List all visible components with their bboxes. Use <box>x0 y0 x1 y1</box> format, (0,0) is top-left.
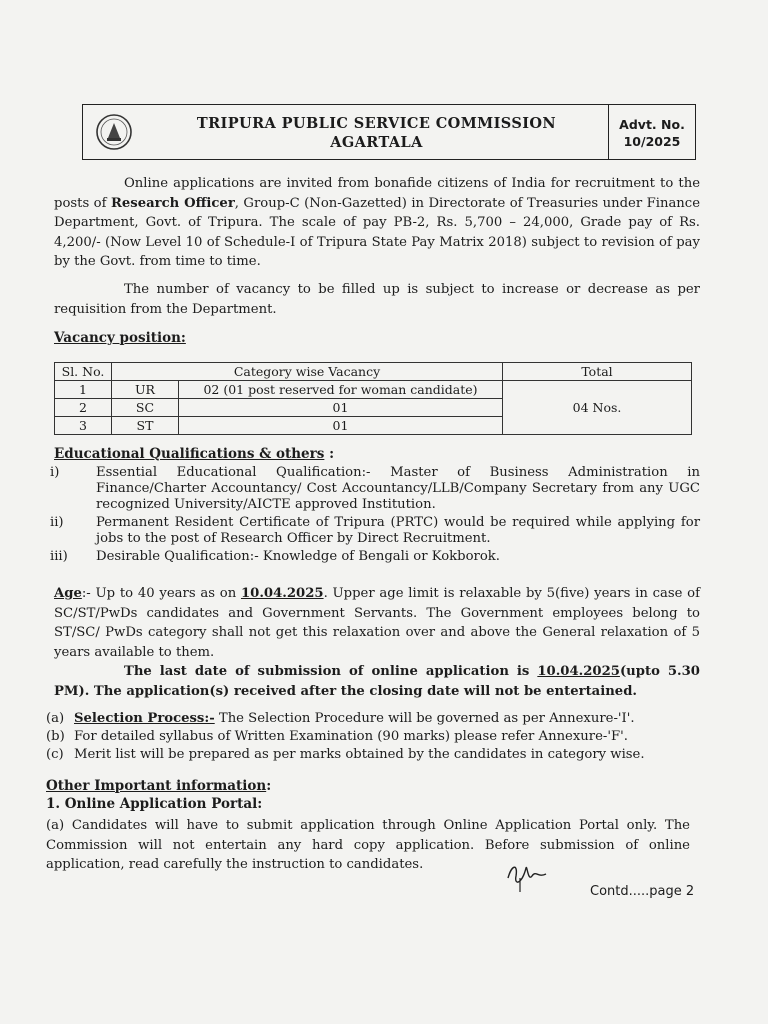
age-text-b: . Upper age limit is relaxable by 5(five) years in case of SC/ST/PwDs candidates and Government Servants. The Government employees belong to ST/SC/ PwDs category shall not get this relaxation over and above the General relaxation of 5 years available to them. <box>54 586 700 660</box>
list-item <box>50 465 700 513</box>
deadline-paragraph <box>54 662 700 701</box>
vacancy-table <box>54 362 692 435</box>
advertisement-number-box <box>608 105 695 159</box>
qualifications-heading-suffix: : <box>324 446 335 462</box>
other-info-heading-text: Other Important information <box>46 778 267 794</box>
list-item <box>46 710 706 728</box>
continued-note: Contd.....page 2 <box>590 884 695 899</box>
cell-category: SC <box>112 399 179 417</box>
cell-sl: 3 <box>55 417 112 435</box>
cell-sl: 1 <box>55 381 112 399</box>
cell-count: 02 (01 post reserved for woman candidate) <box>179 381 503 399</box>
cell-count: 01 <box>179 417 503 435</box>
qualifications-heading-text: Educational Qualifications & others <box>54 446 325 462</box>
intro-text-b: , Group-C (Non-Gazetted) in Directorate of Treasuries under Finance Department, Govt. of Tripura. The scale of pay PB-2, Rs. 5,700 – 24,000, Grade pay of Rs. 4,200/- (Now Level 10 of Schedule-I of Tripura State Pay Matrix 2018) subject to revision of pay by the Govt. from time to time. <box>54 195 700 269</box>
intro-text-a: Online applications are invited from bonafide citizens of India for recruitment to the posts of <box>54 176 700 211</box>
item-number: (b) <box>46 729 65 744</box>
post-name: Research Officer <box>110 195 235 211</box>
deadline-text-b: (upto 5.30 PM). The application(s) received after the closing date will not be entertained. <box>54 664 700 699</box>
list-item <box>50 549 700 565</box>
item-number: ii) <box>50 515 64 530</box>
item-text: Permanent Resident Certificate of Tripura (PRTC) would be required while applying for jobs to the post of Research Officer by Direct Recruitment. <box>96 515 700 546</box>
portal-paragraph: (a) Candidates will have to submit application through Online Application Portal only. The Commission will not entertain any hard copy application. Before submission of online application, read carefully the instruction to candidates. <box>46 818 690 872</box>
item-number: (c) <box>46 747 64 762</box>
age-date: 10.04.2025 <box>240 586 324 601</box>
selection-process-text: The Selection Procedure will be governed as per Annexure-'I'. <box>214 711 635 726</box>
item-text <box>74 710 635 728</box>
list-item <box>46 728 706 746</box>
col-slno: Sl. No. <box>55 363 112 381</box>
organization-title <box>145 105 608 159</box>
cell-total: 04 Nos. <box>503 381 692 435</box>
intro-paragraph-1 <box>54 174 700 272</box>
qualifications-list <box>50 465 700 567</box>
item-number: (a) <box>46 711 65 726</box>
item-text: Desirable Qualification:- Knowledge of Bengali or Kokborok. <box>96 549 500 564</box>
list-item <box>46 746 706 764</box>
emblem-logo <box>83 105 145 159</box>
qualifications-heading <box>54 446 334 462</box>
title-line-1: TRIPURA PUBLIC SERVICE COMMISSION <box>196 115 557 132</box>
col-total: Total <box>503 363 692 381</box>
selection-list <box>46 710 706 764</box>
age-label: Age <box>54 586 82 601</box>
age-paragraph <box>54 584 700 662</box>
title-line-2: AGARTALA <box>330 134 423 151</box>
portal-subheading: 1. Online Application Portal: <box>46 796 263 812</box>
table-header-row <box>55 363 692 381</box>
cell-category: UR <box>112 381 179 399</box>
item-text: Merit list will be prepared as per marks obtained by the candidates in category wise. <box>74 747 645 762</box>
table-row <box>55 381 692 399</box>
item-text: For detailed syllabus of Written Examination (90 marks) please refer Annexure-'F'. <box>74 729 628 744</box>
deadline-date: 10.04.2025 <box>537 664 620 679</box>
item-number: i) <box>50 465 60 480</box>
selection-process-label: Selection Process:- <box>74 711 215 726</box>
other-info-heading <box>46 778 271 794</box>
intro-paragraph-2: The number of vacancy to be filled up is subject to increase or decrease as per requisition from the Department. <box>54 282 700 317</box>
item-number: iii) <box>50 549 68 564</box>
advt-label: Advt. No. <box>619 117 685 132</box>
col-category: Category wise Vacancy <box>112 363 503 381</box>
deadline-text-a: The last date of submission of online application is <box>124 664 538 679</box>
header-box <box>82 104 696 160</box>
item-text: Essential Educational Qualification:- Master of Business Administration in Finance/Charter Accountancy/ Cost Accountancy/LLB/Company Secretary from any UGC recognized University/AICTE approved Institution. <box>96 465 700 512</box>
other-info-heading-suffix: : <box>266 778 272 794</box>
age-text-a: :- Up to 40 years as on <box>81 586 241 601</box>
signature-image <box>502 854 552 898</box>
cell-sl: 2 <box>55 399 112 417</box>
cell-count: 01 <box>179 399 503 417</box>
vacancy-heading: Vacancy position: <box>54 330 186 346</box>
advt-number: 10/2025 <box>623 134 681 149</box>
list-item <box>50 515 700 547</box>
cell-category: ST <box>112 417 179 435</box>
